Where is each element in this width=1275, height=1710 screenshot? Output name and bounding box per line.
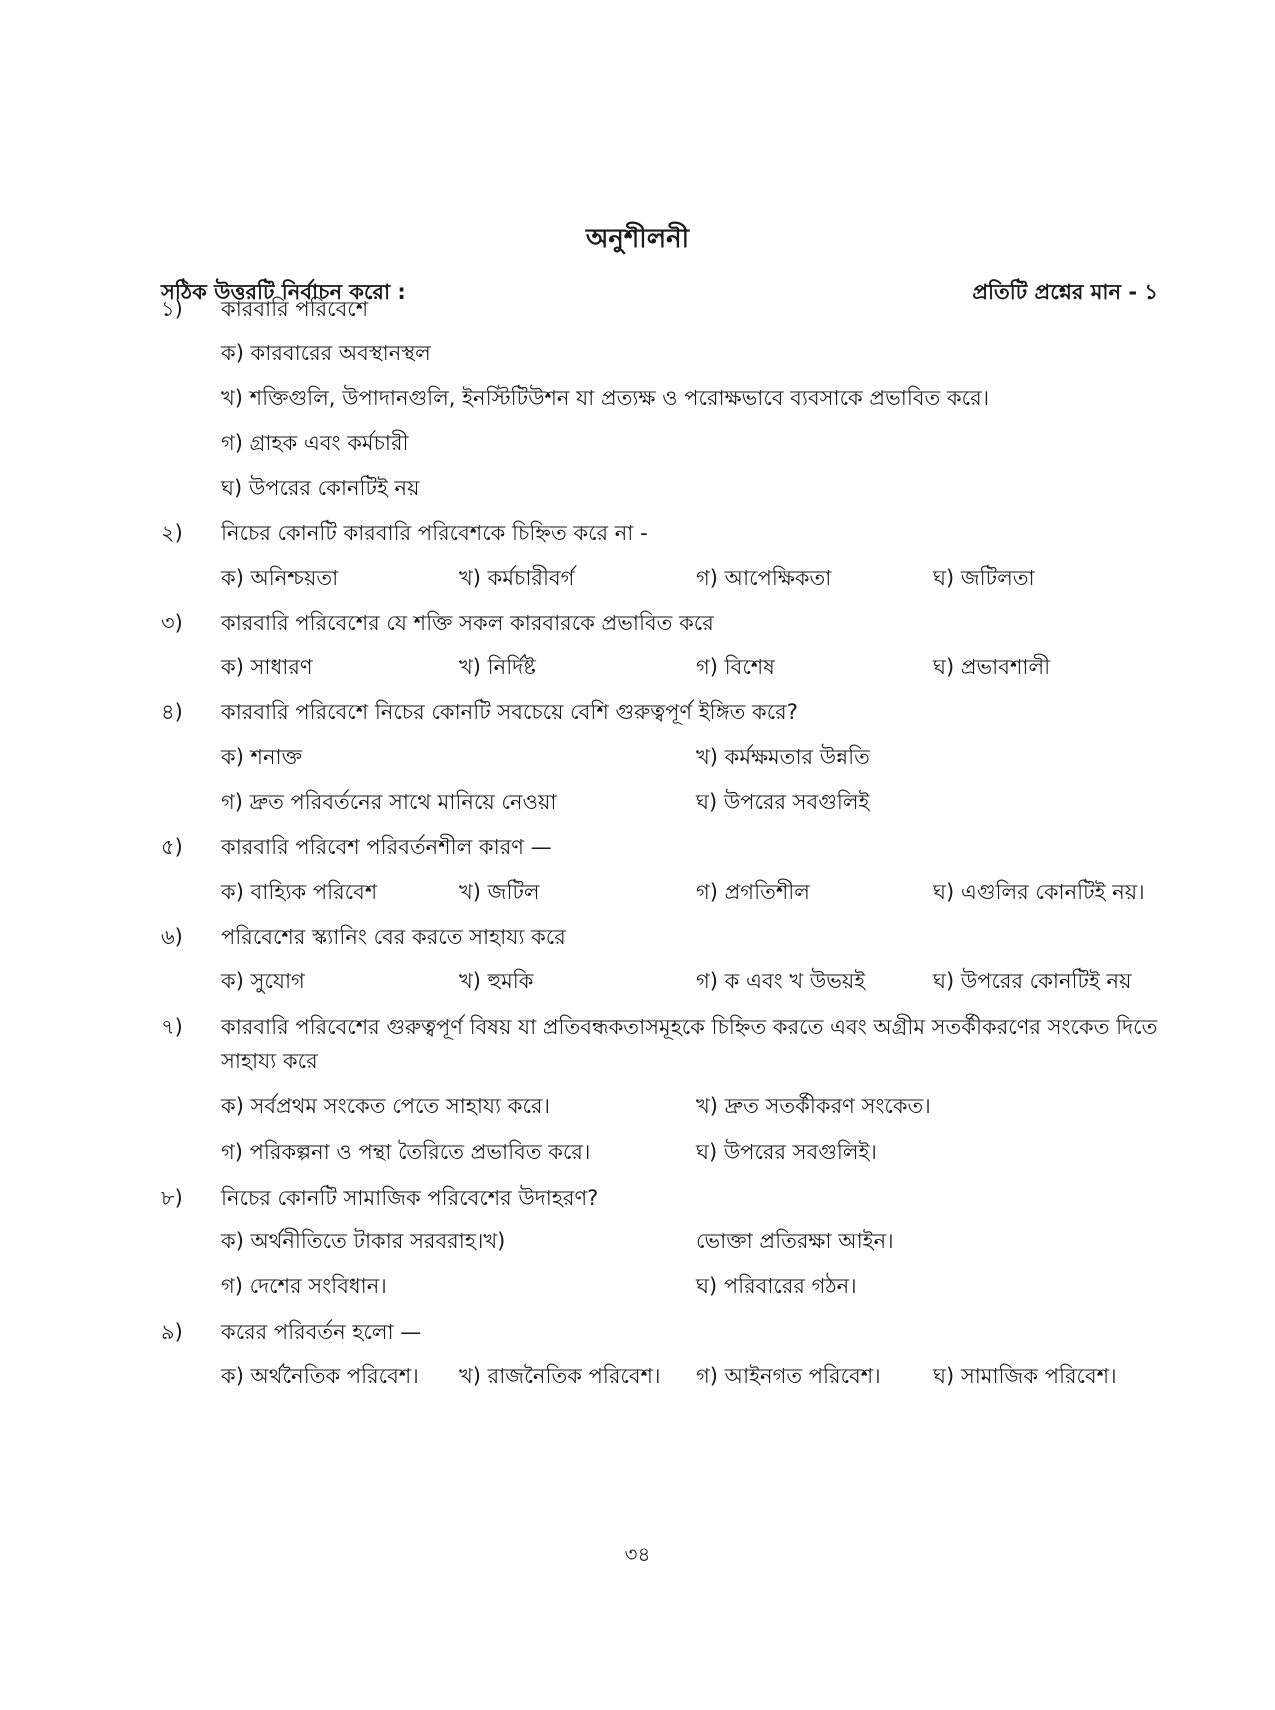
question-text: নিচের কোনটি সামাজিক পরিবেশের উদাহরণ? [221, 1186, 599, 1210]
option-ka: ক) বাহ্যিক পরিবেশ [221, 880, 378, 904]
question-text: কারবারি পরিবেশের গুরুত্বপূর্ণ বিষয় যা প্রতিবন্ধকতাসমূহকে চিহ্নিত করতে এবং অগ্রীম সতর্কীকরণের সংকেত দিতে সাহায্য করে [221, 1015, 1158, 1073]
option-ga: গ) দ্রুত পরিবর্তনের সাথে মানিয়ে নেওয়া [221, 790, 557, 814]
question-6 [161, 920, 1161, 954]
question-number: ৪) [161, 700, 183, 724]
option-kha: খ) কর্মক্ষমতার উন্নতি [696, 745, 870, 769]
question-4 [161, 695, 1161, 729]
option-kha: খ) রাজনৈতিক পরিবেশ। [459, 1364, 661, 1388]
option-ga: গ) প্রগতিশীল [696, 880, 810, 904]
option-kha: খ) দ্রুত সতর্কীকরণ সংকেত। [696, 1094, 931, 1118]
option-kha: খ) কর্মচারীবর্গ [459, 566, 575, 590]
option-ga: গ) গ্রাহক এবং কর্মচারী [221, 431, 409, 455]
option-gha: ঘ) উপরের কোনটিই নয় [933, 969, 1132, 993]
option-gha: ঘ) উপরের সবগুলিই [696, 790, 870, 814]
marks-text: প্রতিটি প্রশ্নের মান - ১ [972, 280, 1158, 304]
option-ga: গ) আইনগত পরিবেশ। [696, 1364, 881, 1388]
option-kha: খ) নির্দিষ্ট [459, 655, 536, 679]
option-ka: ক) সাধারণ [221, 655, 313, 679]
question-text: কারবারি পরিবেশ পরিবর্তনশীল কারণ — [221, 835, 552, 859]
option-ka: ক) সর্বপ্রথম সংকেত পেতে সাহায্য করে। [221, 1094, 550, 1118]
option-gha: ঘ) এগুলির কোনটিই নয়। [933, 880, 1145, 904]
option-gha: ঘ) সামাজিক পরিবেশ। [933, 1364, 1117, 1388]
option-ga: গ) দেশের সংবিধান। [221, 1274, 387, 1298]
question-8 [161, 1181, 1161, 1215]
option-ga: গ) আপেক্ষিকতা [696, 566, 832, 590]
question-2 [161, 516, 1161, 550]
question-3 [161, 606, 1161, 640]
question-number: ১) [161, 297, 183, 321]
question-number: ২) [161, 521, 183, 545]
option-ga: গ) বিশেষ [696, 655, 775, 679]
option-gha: ঘ) প্রভাবশালী [933, 655, 1051, 679]
page-number: ৩৪ [624, 1542, 651, 1566]
question-5 [161, 830, 1161, 864]
option-kha: খ) শক্তিগুলি, উপাদানগুলি, ইনস্টিটিউশন যা প্রত্যক্ষ ও পরোক্ষভাবে ব্যবসাকে প্রভাবিত করে। [221, 386, 990, 410]
option-gha: ঘ) পরিবারের গঠন। [696, 1274, 857, 1298]
option-kha: ভোক্তা প্রতিরক্ষা আইন। [696, 1229, 894, 1253]
option-gha: ঘ) উপরের কোনটিই নয় [221, 476, 420, 500]
question-number: ৩) [161, 611, 183, 635]
instruction-text: সঠিক উত্তরটি নির্বাচন করো : [161, 280, 406, 304]
question-text: করের পরিবর্তন হলো — [221, 1320, 422, 1344]
option-gha: ঘ) উপরের সবগুলিই। [696, 1140, 877, 1164]
question-text: পরিবেশের স্ক্যানিং বের করতে সাহায্য করে [221, 925, 566, 949]
question-text: কারবারি পরিবেশে নিচের কোনটি সবচেয়ে বেশি গুরুত্বপূর্ণ ইঙ্গিত করে? [221, 700, 798, 724]
option-ka: ক) অর্থনীতিতে টাকার সরবরাহ।খ) [221, 1229, 506, 1253]
question-9 [161, 1315, 1161, 1349]
question-number: ৮) [161, 1186, 183, 1210]
option-ka: ক) কারবারের অবস্থানস্থল [221, 341, 431, 365]
option-kha: খ) হুমকি [459, 969, 534, 993]
question-text: নিচের কোনটি কারবারি পরিবেশকে চিহ্নিত করে না - [221, 521, 648, 545]
option-ka: ক) অর্থনৈতিক পরিবেশ। [221, 1364, 419, 1388]
question-number: ৯) [161, 1320, 183, 1344]
question-text: কারবারি পরিবেশের যে শক্তি সকল কারবারকে প্রভাবিত করে [221, 611, 714, 635]
question-number: ৫) [161, 835, 183, 859]
option-ka: ক) শনাক্ত [221, 745, 303, 769]
option-ga: গ) পরিকল্পনা ও পন্থা তৈরিতে প্রভাবিত করে। [221, 1140, 591, 1164]
question-7 [161, 1010, 1161, 1078]
question-text: কারবারি পরিবেশে [221, 297, 369, 321]
question-number: ৬) [161, 925, 183, 949]
page-title: অনুশীলনী [585, 224, 690, 254]
option-gha: ঘ) জটিলতা [933, 566, 1035, 590]
option-ga: গ) ক এবং খ উভয়ই [696, 969, 866, 993]
option-kha: খ) জটিল [459, 880, 540, 904]
question-number: ৭) [161, 1015, 183, 1039]
option-ka: ক) অনিশ্চয়তা [221, 566, 339, 590]
question-1 [161, 292, 1161, 326]
option-ka: ক) সুযোগ [221, 969, 305, 993]
